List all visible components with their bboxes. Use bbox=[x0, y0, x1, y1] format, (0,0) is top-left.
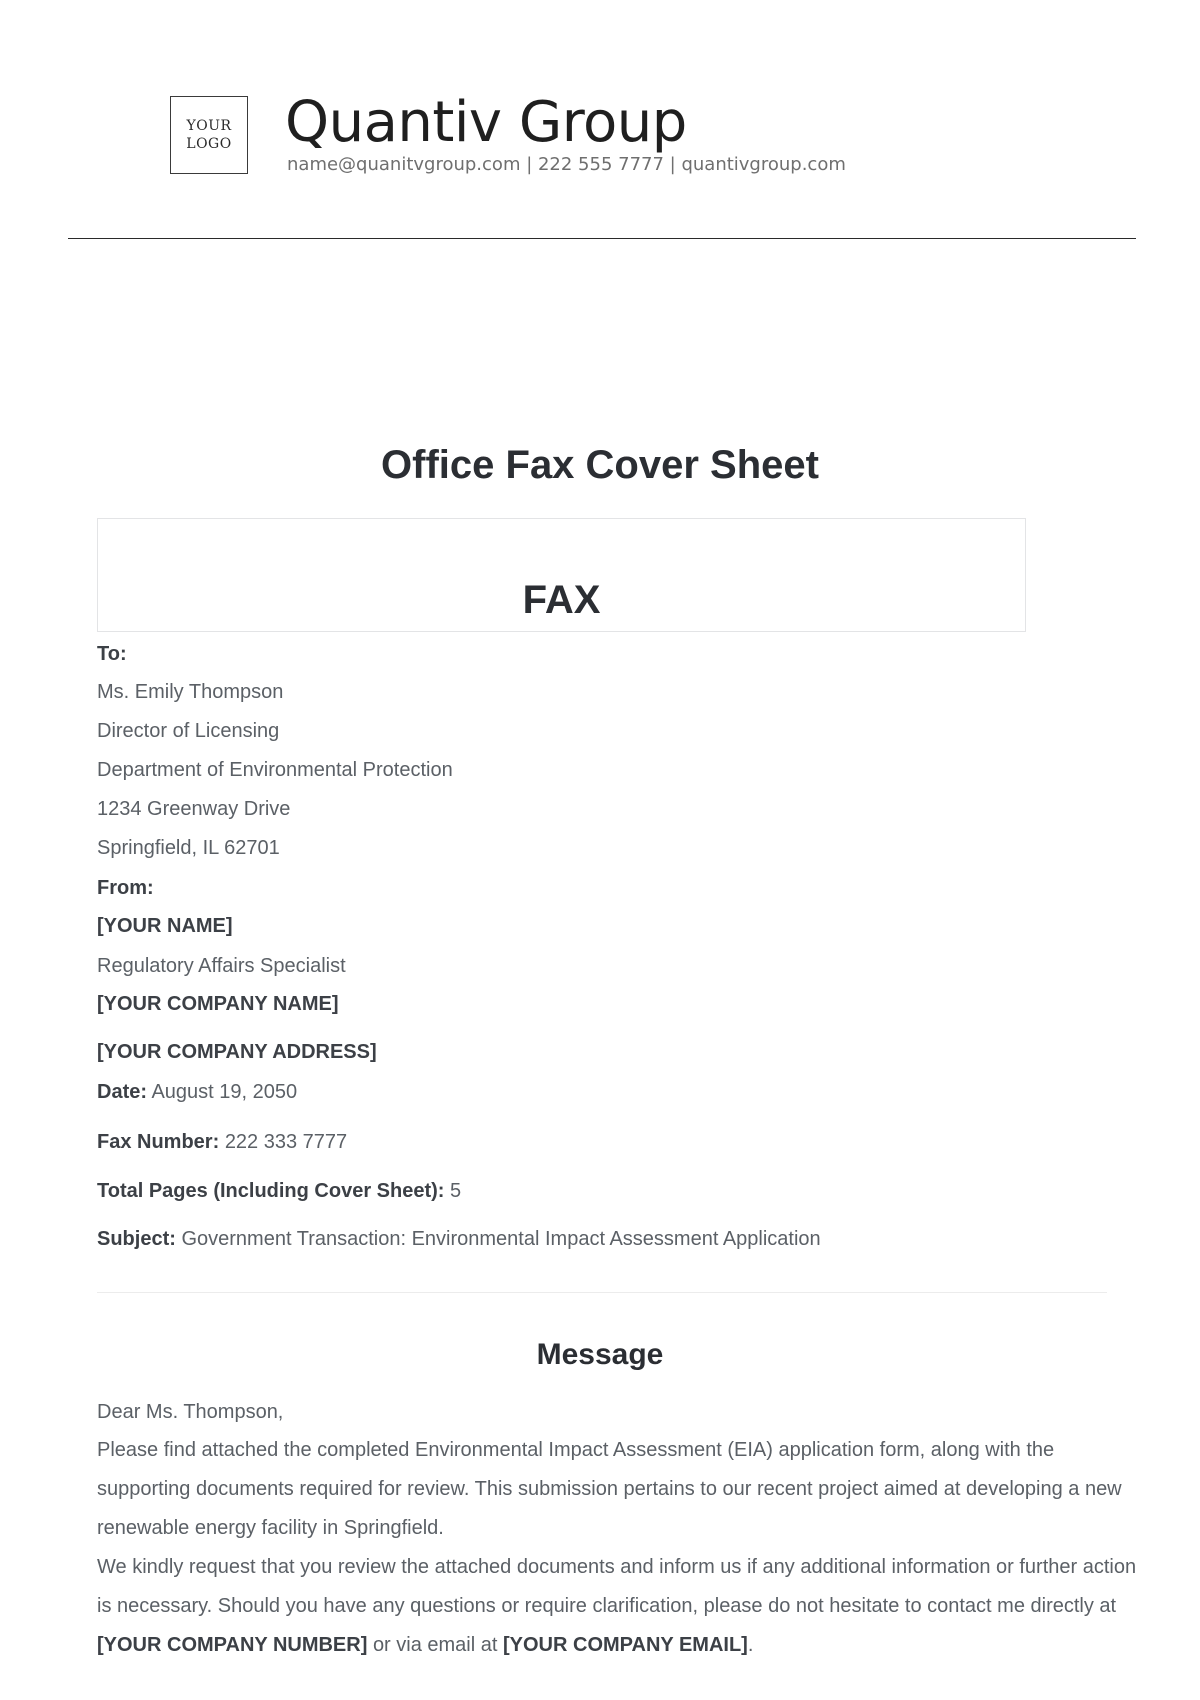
message-paragraph-2-end: . bbox=[747, 1634, 754, 1656]
message-greeting: Dear Ms. Thompson, bbox=[97, 1401, 284, 1423]
company-contact-line: name@quanitvgroup.com | 222 555 7777 | quantivgroup.com bbox=[287, 154, 846, 175]
recipient-street: 1234 Greenway Drive bbox=[97, 798, 291, 820]
date-label: Date: bbox=[97, 1081, 148, 1103]
logo-line-2: LOGO bbox=[186, 136, 232, 152]
total-pages-label: Total Pages (Including Cover Sheet): bbox=[97, 1180, 445, 1202]
recipient-city: Springfield, IL 62701 bbox=[97, 837, 280, 859]
subject-label: Subject: bbox=[97, 1228, 176, 1250]
sender-company: [YOUR COMPANY NAME] bbox=[97, 993, 339, 1015]
recipient-title: Director of Licensing bbox=[97, 720, 280, 742]
document-title: Office Fax Cover Sheet bbox=[381, 443, 819, 487]
company-logo-placeholder bbox=[170, 96, 248, 174]
fax-number-label: Fax Number: bbox=[97, 1131, 220, 1153]
message-paragraph-2-text-2: or via email at bbox=[372, 1634, 498, 1656]
to-label: To: bbox=[97, 643, 127, 665]
header-divider bbox=[68, 238, 1136, 239]
logo-line-1: YOUR bbox=[186, 118, 232, 134]
section-divider bbox=[97, 1292, 1107, 1293]
fax-banner bbox=[97, 518, 1026, 632]
message-paragraph-2 bbox=[97, 1548, 1137, 1665]
subject-row bbox=[97, 1225, 821, 1253]
total-pages-value: 5 bbox=[450, 1180, 462, 1202]
date-value: August 19, 2050 bbox=[151, 1081, 298, 1103]
message-paragraph-1: Please find attached the completed Environmental Impact Assessment (EIA) application form, along with the supporting documents required for review. This submission pertains to our recent project aimed at developing a new renewable energy facility in Springfield. bbox=[97, 1439, 1122, 1539]
recipient-department: Department of Environmental Protection bbox=[97, 759, 453, 781]
sender-title: Regulatory Affairs Specialist bbox=[97, 955, 346, 977]
message-heading: Message bbox=[536, 1338, 664, 1371]
subject-value: Government Transaction: Environmental Impact Assessment Application bbox=[181, 1228, 821, 1250]
recipient-name: Ms. Emily Thompson bbox=[97, 681, 284, 703]
message-paragraph-2-text: We kindly request that you review the attached documents and inform us if any additional information or further action is necessary. Should you have any questions or require clarification, please do not hesitate to contact me directly at bbox=[97, 1556, 1137, 1617]
company-number-placeholder: [YOUR COMPANY NUMBER] bbox=[97, 1634, 368, 1656]
total-pages-row bbox=[97, 1177, 461, 1205]
fax-banner-label: FAX bbox=[522, 578, 601, 622]
fax-number-row bbox=[97, 1128, 347, 1156]
sender-name: [YOUR NAME] bbox=[97, 915, 233, 937]
company-name: Quantiv Group bbox=[285, 90, 687, 155]
date-row bbox=[97, 1078, 297, 1106]
company-email-placeholder: [YOUR COMPANY EMAIL] bbox=[503, 1634, 748, 1656]
fax-number-value: 222 333 7777 bbox=[224, 1131, 348, 1153]
from-label: From: bbox=[97, 877, 154, 899]
sender-address: [YOUR COMPANY ADDRESS] bbox=[97, 1041, 377, 1063]
